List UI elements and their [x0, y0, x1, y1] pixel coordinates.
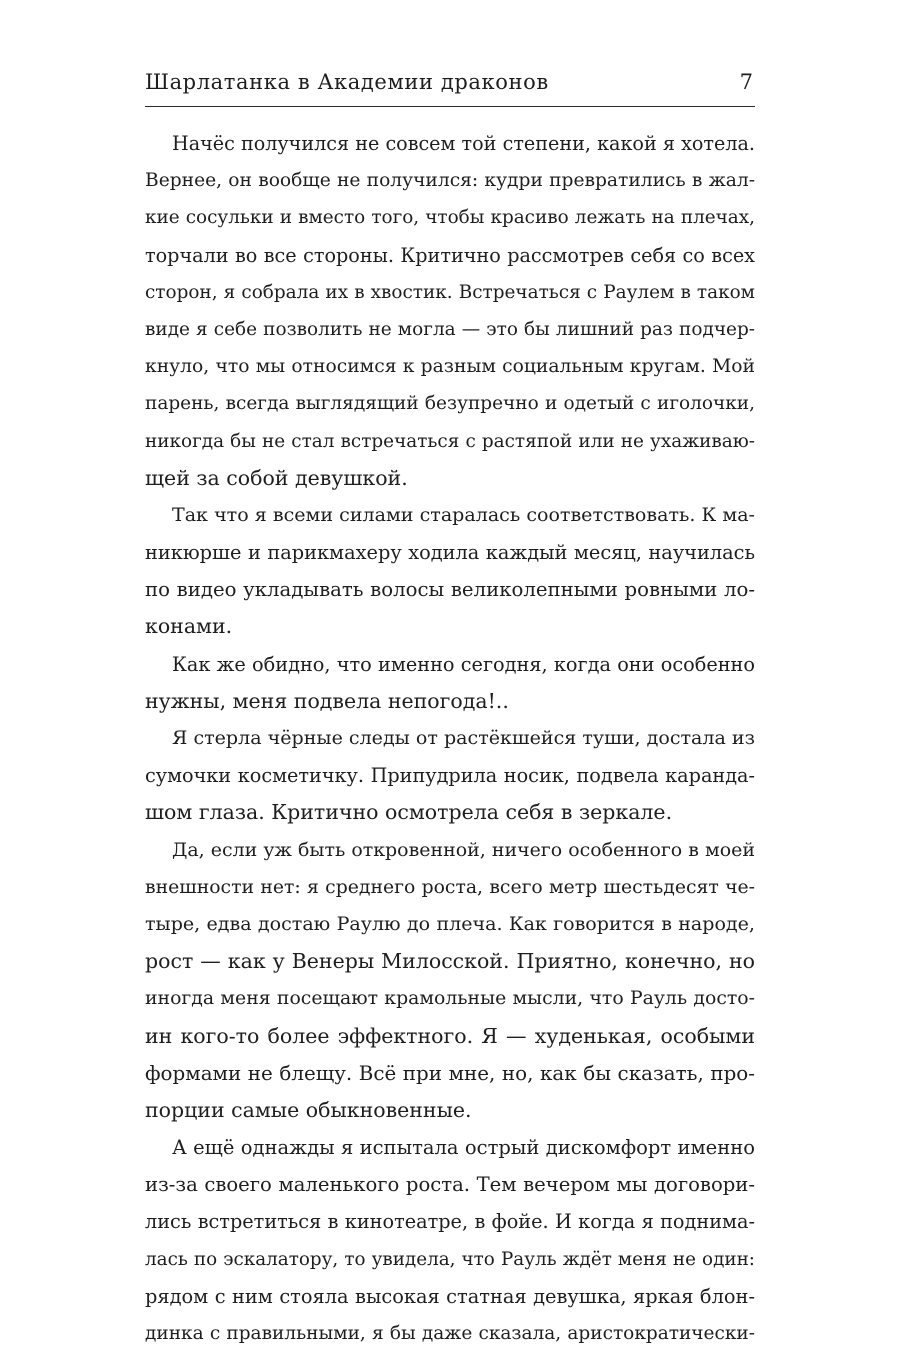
text-line: рост — как у Венеры Милосской. Приятно, конечно, но	[145, 949, 755, 974]
paragraph	[145, 720, 755, 832]
text-line: рядом с ним стояла высокая статная девушка, яркая блон-	[145, 1284, 755, 1308]
text-line: А ещё однажды я испытала острый дискомфорт именно	[172, 1136, 755, 1160]
text-line: никюрше и парикмахеру ходила каждый месяц, научилась	[145, 541, 755, 565]
text-line: лись встретиться в кинотеатре, в фойе. И когда я поднима-	[145, 1210, 755, 1234]
text-line: кие сосульки и вместо того, чтобы красиво лежать на плечах,	[145, 207, 755, 229]
text-line: иногда меня посещают крамольные мысли, что Рауль досто-	[145, 988, 755, 1010]
running-title: Шарлатанка в Академии драконов	[145, 70, 549, 94]
text-line: Я стерла чёрные следы от растёкшейся туши, достала из	[172, 727, 755, 749]
text-line: щей за собой девушкой.	[145, 465, 408, 490]
text-line: лась по эскалатору, то увидела, что Рауль ждёт меня не один:	[145, 1248, 755, 1270]
paragraph	[145, 1129, 755, 1352]
text-line: из-за своего маленького роста. Тем вечером мы договори-	[145, 1173, 755, 1197]
text-line: по видео укладывать волосы великолепными ровными ло-	[145, 578, 755, 602]
text-line: Вернее, он вообще не получился: кудри превратились в жал-	[145, 170, 755, 192]
text-line: сумочки косметичку. Припудрила носик, подвела каранда-	[145, 764, 755, 788]
text-line: парень, всегда выглядящий безупречно и одетый с иголочки,	[145, 393, 755, 415]
text-line: Так что я всеми силами старалась соответствовать. К ма-	[172, 503, 755, 526]
text-line: торчали во все стороны. Критично рассмотрев себя со всех	[145, 243, 755, 267]
text-line: порции самые обыкновенные.	[145, 1097, 472, 1122]
text-line: никогда бы не стал встречаться с растяпой или не ухаживаю-	[145, 430, 755, 452]
paragraph	[145, 646, 755, 720]
text-line: Как же обидно, что именно сегодня, когда они особенно	[172, 652, 755, 676]
text-line: нужны, меня подвела непогода!..	[145, 688, 509, 713]
paragraph	[145, 497, 755, 646]
body-text	[145, 125, 755, 1352]
text-line: ин кого-то более эффектного. Я — худенькая, особыми	[145, 1023, 755, 1048]
text-line: кнуло, что мы относимся к разным социальным кругам. Мой	[145, 356, 755, 378]
paragraph	[145, 125, 755, 497]
text-line: шом глаза. Критично осмотрела себя в зеркале.	[145, 800, 673, 825]
text-line: формами не блещу. Всё при мне, но, как бы сказать, про-	[145, 1061, 755, 1085]
text-line: виде я себе позволить не могла — это бы лишний раз подчер-	[145, 318, 755, 340]
text-line: динка с правильными, я бы даже сказала, аристократически-	[145, 1323, 755, 1344]
text-line: Да, если уж быть откровенной, ничего особенного в моей	[172, 838, 755, 861]
running-header	[145, 66, 755, 107]
text-line: тыре, едва достаю Раулю до плеча. Как говорится в народе,	[145, 912, 755, 935]
text-line: сторон, я собрала их в хвостик. Встречаться с Раулем в таком	[145, 281, 755, 303]
text-line: Начёс получился не совсем той степени, какой я хотела.	[172, 132, 755, 155]
paragraph	[145, 832, 755, 1130]
text-line: конами.	[145, 614, 233, 639]
text-line: внешности нет: я среднего роста, всего метр шестьдесят че-	[145, 876, 755, 898]
page-number: 7	[739, 70, 753, 94]
